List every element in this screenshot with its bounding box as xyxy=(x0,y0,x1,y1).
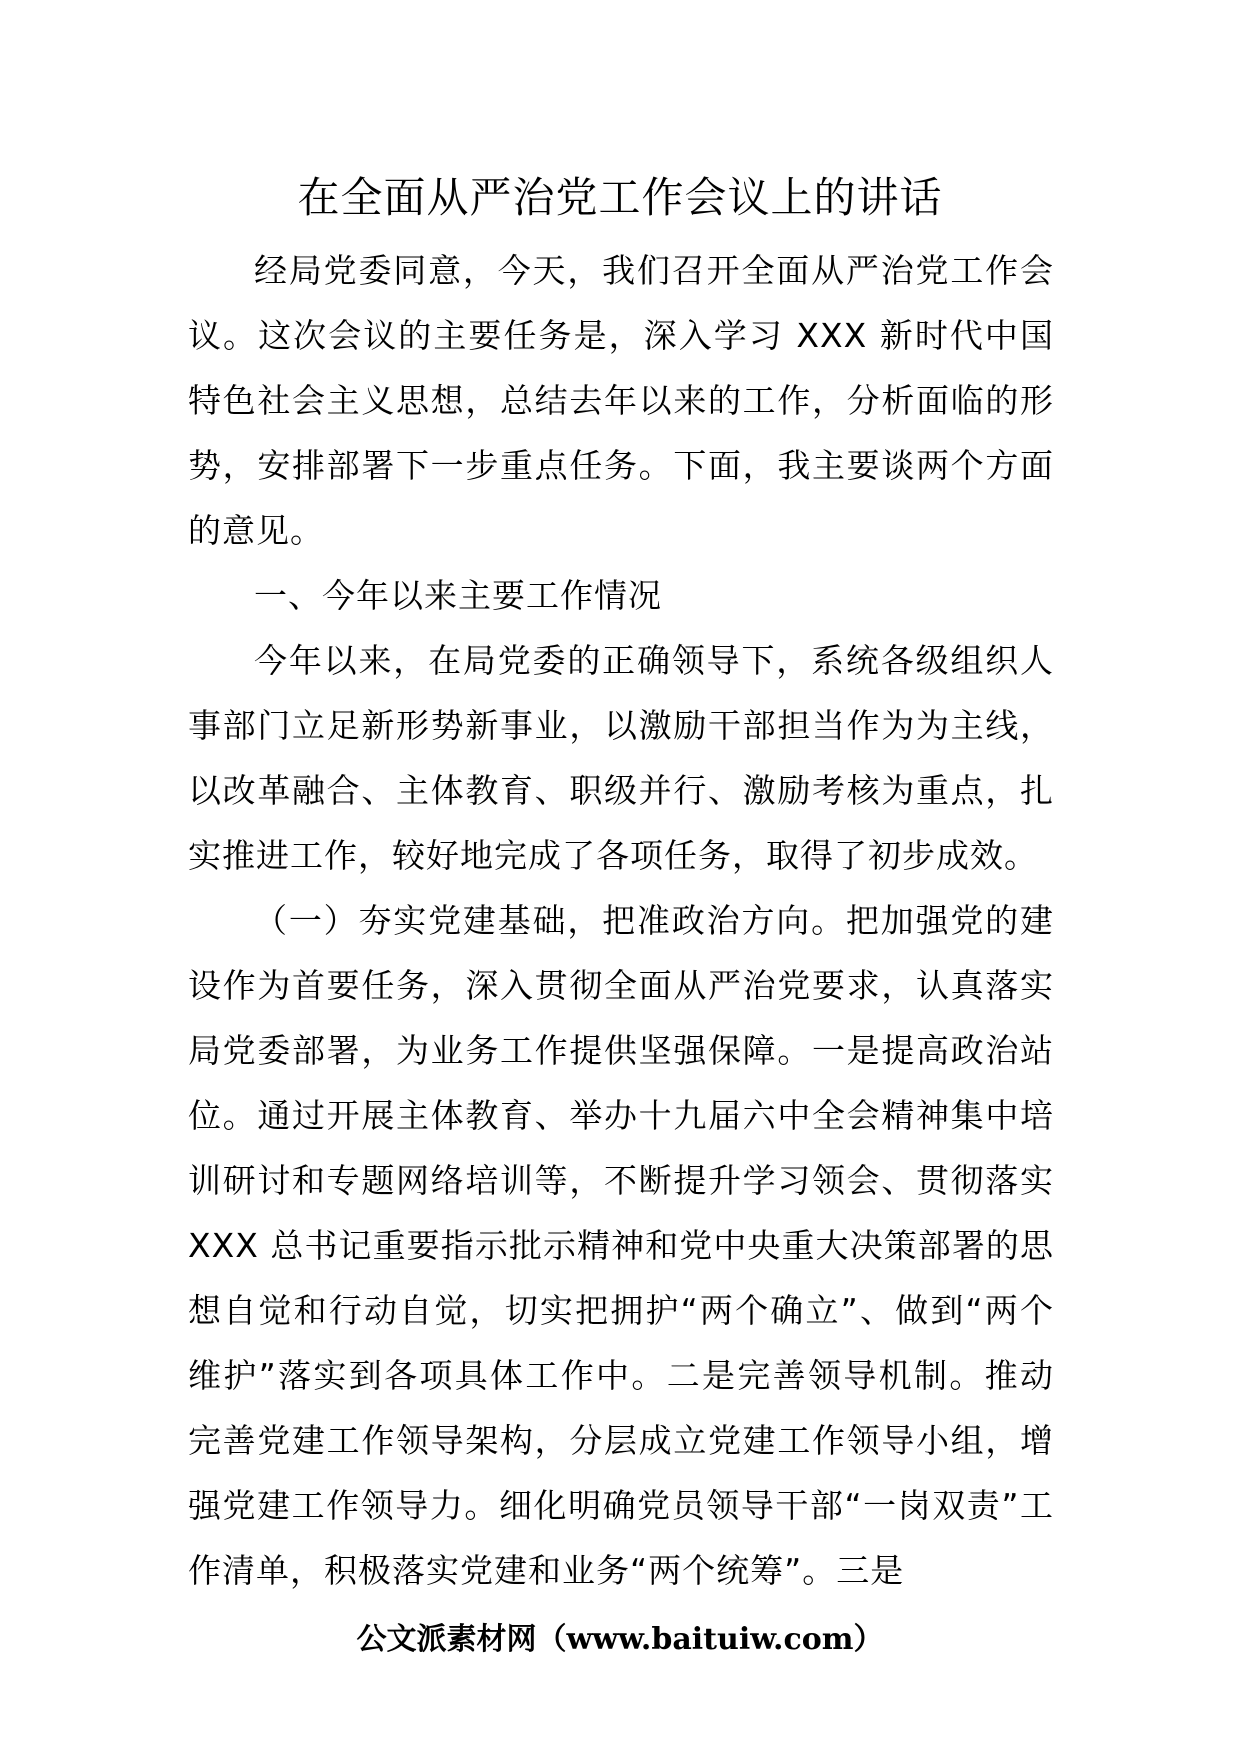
document-body xyxy=(188,238,1054,1603)
footer-watermark: 公文派素材网（www.baituiw.com） xyxy=(356,1622,884,1657)
document-title: 在全面从严治党工作会议上的讲话 xyxy=(297,173,943,222)
paragraph-summary: 今年以来，在局党委的正确领导下，系统各级组织人事部门立足新形势新事业，以激励干部担当作为为主线，以改革融合、主体教育、职级并行、激励考核为重点，扎实推进工作，较好地完成了各项任务，取得了初步成效。 xyxy=(188,641,1054,875)
paragraph-subsection-one: （一）夯实党建基础，把准政治方向。把加强党的建设作为首要任务，深入贯彻全面从严治党要求，认真落实局党委部署，为业务工作提供坚强保障。一是提高政治站位。通过开展主体教育、举办十九届六中全会精神集中培训研讨和专题网络培训等，不断提升学习领会、贯彻落实 XXX 总书记重要指示批示精神和党中央重大决策部署的思想自觉和行动自觉，切实把拥护“两个确立”、做到“两个维护”落实到各项具体工作中。二是完善领导机制。推动完善党建工作领导架构，分层成立党建工作领导小组，增强党建工作领导力。细化明确党员领导干部“一岗双责”工作清单，积极落实党建和业务“两个统筹”。三是 xyxy=(188,901,1054,1590)
paragraph-opening: 经局党委同意，今天，我们召开全面从严治党工作会议。这次会议的主要任务是，深入学习 XXX 新时代中国特色社会主义思想，总结去年以来的工作，分析面临的形势，安排部署下一步重点任务。下面，我主要谈两个方面的意见。 xyxy=(188,251,1054,550)
section-heading-one: 一、今年以来主要工作情况 xyxy=(254,576,662,615)
